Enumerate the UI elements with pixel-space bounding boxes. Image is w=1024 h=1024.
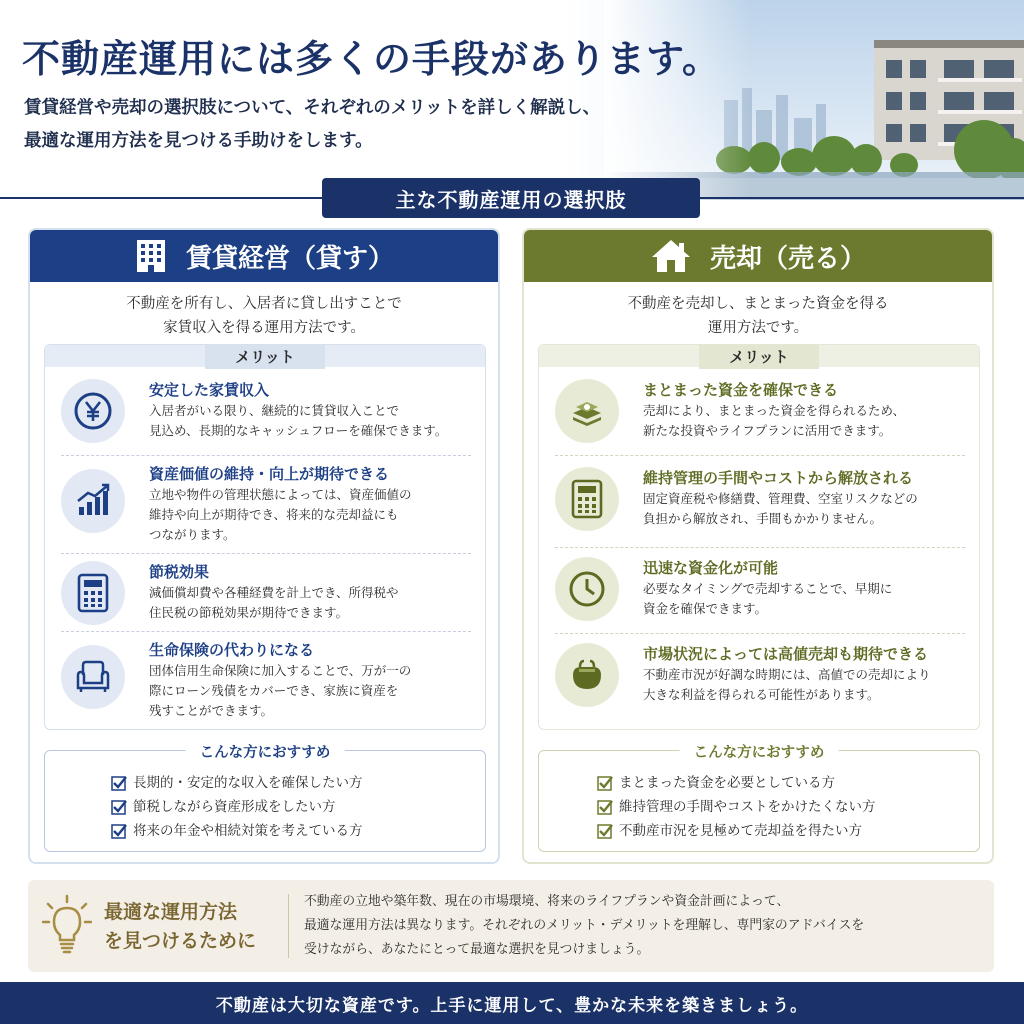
sell-merit-box — [538, 344, 980, 730]
checkbox-checked-icon — [597, 775, 613, 791]
merit-title: 市場状況によっては高値売却も期待できる — [643, 645, 929, 663]
calculator-icon — [61, 561, 125, 625]
merit-item — [555, 379, 965, 449]
merit-separator — [555, 547, 965, 548]
checkbox-checked-icon — [597, 799, 613, 815]
merit-line: 負担から解放され、手間もかかりません。 — [643, 511, 883, 526]
description-line: 運用方法です。 — [707, 320, 809, 336]
merit-body — [643, 665, 931, 705]
description-line: 家賃収入を得る運用方法です。 — [163, 320, 365, 336]
merit-body — [149, 485, 412, 545]
recommend-text: 節税しながら資産形成をしたい方 — [133, 799, 336, 815]
merit-body — [643, 579, 892, 619]
recommend-text: 維持管理の手間やコストをかけたくない方 — [619, 799, 876, 815]
checkbox-checked-icon — [111, 799, 127, 815]
section-title: 主な不動産運用の選択肢 — [322, 178, 700, 218]
sell-recommend-box — [538, 745, 980, 852]
tip-divider — [288, 894, 289, 958]
recommend-list — [111, 771, 363, 843]
armchair-icon — [61, 645, 125, 709]
rent-card — [28, 228, 500, 864]
merit-item — [61, 639, 471, 721]
tip-line: 最適な運用方法は異なります。それぞれのメリット・デメリットを理解し、専門家のアドバイスを — [304, 918, 865, 933]
recommend-text: 将来の年金や相続対策を考えている方 — [133, 823, 363, 839]
page-title: 不動産運用には多くの手段があります。 — [22, 36, 721, 81]
merit-line: 大きな利益を得られる可能性があります。 — [643, 687, 880, 702]
merit-title: 生命保険の代わりになる — [149, 641, 315, 659]
tip-line: 不動産の立地や築年数、現在の市場環境、将来のライフプランや資金計画によって、 — [304, 894, 790, 909]
merit-line: 残すことができます。 — [149, 703, 274, 718]
hero-banner — [0, 0, 1024, 200]
merit-line: 不動産市況が好調な時期には、高値での売却により — [643, 667, 931, 682]
subtitle-line: 賃貸経営や売却の選択肢について、それぞれのメリットを詳しく解説し、 — [24, 98, 601, 118]
recommend-text: 長期的・安定的な収入を確保したい方 — [133, 775, 363, 791]
merit-item — [61, 379, 471, 449]
tip-title — [104, 898, 256, 956]
merit-title: 迅速な資金化が可能 — [643, 559, 779, 577]
merit-line: 必要なタイミングで売却することで、早期に — [643, 581, 893, 596]
sell-card — [522, 228, 994, 864]
merit-body — [643, 401, 905, 441]
sell-description — [524, 292, 992, 344]
merit-line: 見込め、長期的なキャッシュフローを確保できます。 — [149, 423, 448, 438]
merit-line: 入居者がいる限り、継続的に賃貸収入ことで — [149, 403, 400, 418]
description-line: 不動産を所有し、入居者に貸し出すことで — [126, 296, 402, 312]
calculator-icon — [555, 467, 619, 531]
recommend-title: こんな方におすすめ — [680, 741, 839, 762]
merit-item — [61, 561, 471, 625]
merit-title: 節税効果 — [149, 563, 210, 581]
recommend-list — [597, 771, 876, 843]
description-line: 不動産を売却し、まとまった資金を得る — [627, 296, 889, 312]
lightbulb-icon — [42, 894, 92, 956]
sell-card-header — [524, 230, 992, 282]
clock-icon — [555, 557, 619, 621]
merit-line: 維持や向上が期待でき、将来的な売却益にも — [149, 507, 399, 522]
recommend-item — [597, 819, 876, 843]
merit-label: メリット — [205, 345, 325, 369]
merit-separator — [555, 455, 965, 456]
merit-title: 維持管理の手間やコストから解放される — [643, 469, 914, 487]
recommend-item — [111, 771, 363, 795]
merit-separator — [61, 455, 471, 456]
house-icon — [650, 238, 692, 274]
tip-box — [28, 880, 994, 972]
merit-item — [555, 643, 965, 715]
building-icon — [134, 238, 168, 274]
merit-separator — [61, 553, 471, 554]
cash-stack-icon — [555, 379, 619, 443]
merit-title: 資産価値の維持・向上が期待できる — [149, 465, 390, 483]
recommend-item — [597, 771, 876, 795]
merit-line: つながります。 — [149, 527, 236, 542]
rent-description — [30, 292, 498, 344]
merit-item — [555, 467, 965, 539]
tip-title-line: を見つけるために — [104, 930, 257, 952]
recommend-title: こんな方におすすめ — [186, 741, 345, 762]
subtitle-line: 最適な運用方法を見つける手助けをします。 — [24, 131, 373, 151]
merit-body — [149, 583, 399, 623]
recommend-text: 不動産市況を見極めて売却益を得たい方 — [619, 823, 862, 839]
merit-line: 固定資産税や修繕費、管理費、空室リスクなどの — [643, 491, 918, 506]
checkbox-checked-icon — [111, 775, 127, 791]
merit-line: 資金を確保できます。 — [643, 601, 768, 616]
merit-line: 減価償却費や各種経費を計上でき、所得税や — [149, 585, 399, 600]
merit-separator — [61, 631, 471, 632]
merit-line: 団体信用生命保険に加入することで、万が一の — [149, 663, 412, 678]
merit-body — [643, 489, 918, 529]
footer-text: 不動産は大切な資産です。上手に運用して、豊かな未来を築きましょう。 — [215, 995, 809, 1016]
merit-line: 住民税の節税効果が期待できます。 — [149, 605, 349, 620]
checkbox-checked-icon — [111, 823, 127, 839]
merit-item — [61, 463, 471, 545]
tip-title-line: 最適な運用方法 — [104, 901, 238, 923]
merit-body — [149, 401, 447, 441]
merit-line: 売却により、まとまった資金を得られるため、 — [643, 403, 906, 418]
merit-line: 際にローン残債をカバーでき、家族に資産を — [149, 683, 399, 698]
tip-line: 受けながら、あなたにとって最適な選択を見つけましょう。 — [304, 942, 650, 957]
recommend-text: まとまった資金を必要としている方 — [619, 775, 835, 791]
checkbox-checked-icon — [597, 823, 613, 839]
footer-banner — [0, 982, 1024, 1024]
merit-line: 立地や物件の管理状態によっては、資産価値の — [149, 487, 412, 502]
merit-label: メリット — [699, 345, 819, 369]
rent-recommend-box — [44, 745, 486, 852]
merit-title: 安定した家賃収入 — [149, 381, 270, 399]
yen-icon — [61, 379, 125, 443]
recommend-item — [111, 795, 363, 819]
merit-separator — [555, 633, 965, 634]
merit-title: まとまった資金を確保できる — [643, 381, 839, 399]
merit-line: 新たな投資やライフプランに活用できます。 — [643, 423, 892, 438]
merit-body — [149, 661, 411, 721]
merit-item — [555, 557, 965, 627]
growth-chart-icon — [61, 469, 125, 533]
page-subtitle — [24, 92, 600, 158]
tip-body — [304, 890, 864, 962]
recommend-item — [597, 795, 876, 819]
sell-card-title: 売却（売る） — [709, 243, 866, 274]
rent-card-title: 賃貸経営（貸す） — [185, 243, 394, 274]
rent-merit-box — [44, 344, 486, 730]
rent-card-header — [30, 230, 498, 282]
coin-purse-icon — [555, 643, 619, 707]
recommend-item — [111, 819, 363, 843]
